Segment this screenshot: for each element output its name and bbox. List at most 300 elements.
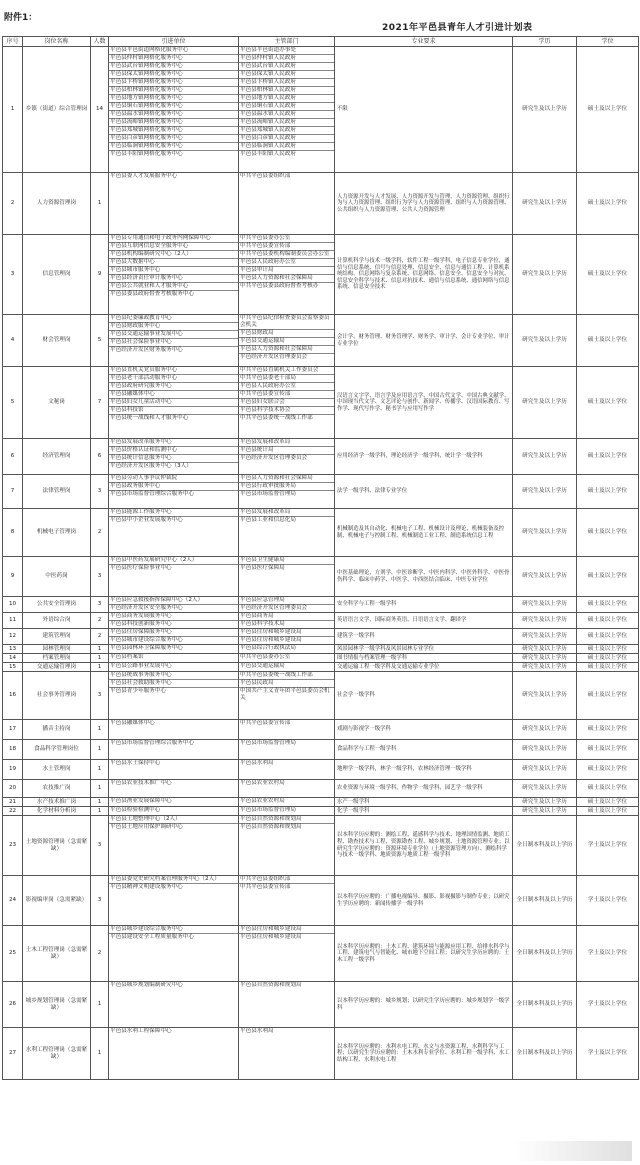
education-cell: 全日制本科及以上学历 <box>513 982 577 1028</box>
education-cell: 研究生及以上学历 <box>513 798 577 807</box>
supervising-department: 平邑县财政局 <box>239 330 334 338</box>
supervising-department: 中共平邑县委宣传部 <box>239 243 334 251</box>
department-cell <box>239 720 335 740</box>
supervising-department: 平邑县市场监督管理局 <box>240 491 296 497</box>
supervising-department: 平邑经济开发区管理委员会 <box>240 605 308 611</box>
supervising-department: 中共平邑县委办公室 <box>240 654 291 660</box>
row-number-cell: 1 <box>3 47 23 173</box>
header-cell: 人数 <box>91 37 109 47</box>
recruiting-unit-cell <box>109 816 239 876</box>
table-row <box>3 47 639 173</box>
supervising-department: 平邑县市场监督管理局 <box>240 807 296 813</box>
degree-cell: 学士及以上学位 <box>577 926 639 982</box>
row-number-cell: 23 <box>3 816 23 876</box>
recruiting-unit: 平邑县临涧镇网格化服务中心 <box>109 143 238 151</box>
major-requirement-cell: 人力资源开发与人才发展、人力资源开发与管理、人力资源管理、组织行为与人力资源管理、组织行为学与人力资源管理、组织与人力资源管理、公共组织与人力资源管理、公共人力资源管理 <box>335 173 513 235</box>
education-cell: 研究生及以上学历 <box>513 439 577 475</box>
recruiting-unit: 平邑县渔业发展保障中心 <box>110 798 172 804</box>
major-requirement-cell: 以本科学历应聘的：土木工程、建筑环境与能源应用工程、给排水科学与工程、建筑电气与智能化、城市地下空间工程；以研究生学历应聘的：土木工程一级学科 <box>335 926 513 982</box>
degree-cell: 硕士及以上学位 <box>577 173 639 235</box>
department-cell <box>239 780 335 798</box>
education-cell: 研究生及以上学历 <box>513 645 577 654</box>
supervising-department: 平邑县科学技术协会 <box>239 407 334 415</box>
recruiting-unit: 平邑县地方镇网格化服务中心 <box>109 95 238 103</box>
position-name-cell: 水产技术推广岗 <box>23 798 91 807</box>
row-number-cell: 13 <box>3 645 23 654</box>
recruiting-unit: 平邑经济开发区财务服务中心 <box>110 347 183 353</box>
supervising-department: 平邑县综合行政执法局 <box>240 645 296 651</box>
headcount-cell: 3 <box>91 876 109 926</box>
supervising-department: 中国共产主义青年团平邑县委员会机关 <box>240 688 330 701</box>
row-number-cell: 11 <box>3 613 23 629</box>
document-header <box>2 6 638 36</box>
recruiting-unit: 平邑县融媒体中心 <box>109 391 238 399</box>
headcount-cell: 1 <box>91 798 109 807</box>
recruiting-unit: 平邑县白彦镇网格化服务中心 <box>109 135 238 143</box>
recruiting-unit: 平邑县流峪镇网格化服务中心 <box>109 119 238 127</box>
recruiting-unit-cell <box>109 807 239 816</box>
table-row <box>3 926 639 982</box>
department-cell <box>239 613 335 629</box>
recruiting-unit: 平邑县中小企业发展服务中心 <box>110 517 183 523</box>
recruiting-unit: 平邑县平邑街道网格化服务中心 <box>109 47 238 55</box>
row-number-cell: 8 <box>3 509 23 557</box>
degree-cell: 硕士及以上学位 <box>577 47 639 173</box>
header-cell: 学历 <box>513 37 577 47</box>
education-cell: 研究生及以上学历 <box>513 475 577 509</box>
recruiting-unit: 平邑县妇女儿童活动中心 <box>109 399 238 407</box>
supervising-department: 平邑县住房和城乡建设局 <box>240 637 302 643</box>
position-name-cell: 公共安全管理岗 <box>23 597 91 613</box>
recruiting-unit: 平邑县建设安全工程质量服务中心 <box>110 934 194 940</box>
supervising-department: 平邑经济开发区管理委员会 <box>240 354 308 360</box>
degree-cell: 硕士及以上学位 <box>577 235 639 315</box>
recruiting-unit: 平邑县城乡规划编制研究中心 <box>110 982 183 988</box>
supervising-department: 中共平邑县委宣传部 <box>240 720 291 726</box>
recruiting-unit: 平邑县中医药发展研究中心（2人） <box>109 557 238 565</box>
headcount-cell: 1 <box>91 645 109 654</box>
degree-cell: 硕士及以上学位 <box>577 760 639 780</box>
recruiting-unit: 平邑县农业技术推广中心 <box>110 780 172 786</box>
recruiting-unit-cell <box>109 475 239 509</box>
recruiting-unit: 平邑县价格认证和监测中心 <box>109 447 238 455</box>
recruiting-unit: 平邑县水利工程保障中心 <box>110 1028 172 1034</box>
supervising-department: 平邑县平邑街道办事处 <box>239 47 334 55</box>
recruiting-unit: 平邑县政府研究服务中心 <box>109 383 238 391</box>
row-number-cell: 9 <box>3 557 23 597</box>
major-requirement-cell: 化学一级学科 <box>335 807 513 816</box>
table-row <box>3 1028 639 1080</box>
degree-cell: 学士及以上学位 <box>577 816 639 876</box>
department-cell <box>239 654 335 663</box>
department-cell <box>239 816 335 876</box>
recruiting-unit: 平邑县科技馆 <box>109 407 238 415</box>
degree-cell: 硕士及以上学位 <box>577 557 639 597</box>
recruiting-unit: 平邑县交通运输事业发展中心 <box>109 331 238 339</box>
department-cell <box>239 760 335 780</box>
degree-cell: 硕士及以上学位 <box>577 629 639 645</box>
position-name-cell: 建筑管理岗 <box>23 629 91 645</box>
recruiting-unit: 平邑经济开发区服务中心（3人） <box>110 463 192 469</box>
supervising-department: 平邑县人力资源和社会保障局 <box>239 475 334 483</box>
table-row <box>3 663 639 672</box>
education-cell: 研究生及以上学历 <box>513 509 577 557</box>
headcount-cell: 2 <box>91 613 109 629</box>
department-cell <box>239 509 335 557</box>
recruiting-unit-cell <box>109 740 239 760</box>
row-number-cell: 15 <box>3 663 23 672</box>
supervising-department: 平邑县科学技术局 <box>240 621 285 627</box>
row-number-cell: 17 <box>3 720 23 740</box>
major-requirement-cell: 社会学一级学科 <box>335 672 513 720</box>
degree-cell: 硕士及以上学位 <box>577 315 639 367</box>
department-cell <box>239 173 335 235</box>
position-name-cell: 土地资源管理岗（急需紧缺） <box>23 816 91 876</box>
table-row <box>3 315 639 367</box>
row-number-cell: 18 <box>3 740 23 760</box>
supervising-department: 平邑县水利局 <box>240 760 274 766</box>
headcount-cell: 1 <box>91 1028 109 1080</box>
supervising-department: 平邑经济开发区管理委员会 <box>240 455 308 461</box>
education-cell: 全日制本科及以上学历 <box>513 1028 577 1080</box>
headcount-cell: 3 <box>91 475 109 509</box>
supervising-department: 平邑县人力资源和社会保障局 <box>239 346 334 354</box>
recruiting-unit: 平邑县委人才发展服务中心 <box>110 173 178 179</box>
position-name-cell: 影视编审岗（急需紧缺） <box>23 876 91 926</box>
headcount-cell: 3 <box>91 816 109 876</box>
recruiting-unit: 平邑县公共就业和人才服务中心 <box>109 283 238 291</box>
recruiting-unit: 平邑县经济责任审计服务中心 <box>109 275 238 283</box>
supervising-department: 平邑县人民政府办公室 <box>239 259 334 267</box>
supervising-department: 平邑县工业和信息化局 <box>240 517 296 523</box>
table-row <box>3 173 639 235</box>
recruiting-unit: 平邑县公路事业发展中心 <box>110 663 172 669</box>
headcount-cell: 2 <box>91 926 109 982</box>
position-name-cell: 外语综合岗 <box>23 613 91 629</box>
supervising-department: 中共平邑县委县政府督查考核办 <box>240 283 319 289</box>
supervising-department: 平邑县温水镇人民政府 <box>239 111 334 119</box>
table-row <box>3 597 639 613</box>
major-requirement-cell: 以本科学历应聘的：水利水电工程、水文与水资源工程、水利科学与工程；以研究生学历应聘的：土木水利专业学位、水利工程一级学科、水工结构工程、水利水电工程 <box>335 1028 513 1080</box>
department-cell <box>239 740 335 760</box>
supervising-department: 平邑县人力资源和社会保障局 <box>239 275 334 283</box>
degree-cell: 学士及以上学位 <box>577 982 639 1028</box>
education-cell: 研究生及以上学历 <box>513 47 577 173</box>
degree-cell: 硕士及以上学位 <box>577 509 639 557</box>
major-requirement-cell: 法学一级学科、法律专业学位 <box>335 475 513 509</box>
recruiting-unit: 平邑县卞桥镇网格化服务中心 <box>109 79 238 87</box>
row-number-cell: 2 <box>3 173 23 235</box>
header-cell: 学位 <box>577 37 639 47</box>
education-cell: 研究生及以上学历 <box>513 672 577 720</box>
table-row <box>3 672 639 720</box>
recruiting-unit-cell <box>109 760 239 780</box>
department-cell <box>239 629 335 645</box>
recruiting-unit: 平邑县精神文明建设服务中心 <box>110 884 183 890</box>
recruiting-unit-cell <box>109 315 239 367</box>
recruiting-unit: 平邑县档案馆 <box>110 654 144 660</box>
recruiting-unit-cell <box>109 235 239 315</box>
major-requirement-cell: 地理学一级学科，林学一级学科，农林经济管理一级学科 <box>335 760 513 780</box>
supervising-department: 平邑县交通运输局 <box>240 663 285 669</box>
department-cell <box>239 367 335 439</box>
degree-cell: 学士及以上学位 <box>577 876 639 926</box>
table-row <box>3 654 639 663</box>
recruiting-unit: 平邑县直机关党员服务中心 <box>109 367 238 375</box>
recruiting-unit: 平邑县老干部活动服务中心 <box>109 375 238 383</box>
supervising-department: 平邑县自然资源和规划局 <box>240 824 302 830</box>
department-cell <box>239 982 335 1028</box>
row-number-cell: 4 <box>3 315 23 367</box>
recruiting-unit-cell <box>109 173 239 235</box>
supervising-department: 平邑县交通运输局 <box>239 338 334 346</box>
recruiting-unit: 平邑县劳动人事争议仲裁院 <box>109 475 238 483</box>
degree-cell: 硕士及以上学位 <box>577 613 639 629</box>
recruiting-unit: 平邑县仲村镇网格化服务中心 <box>109 55 238 63</box>
department-cell <box>239 1028 335 1080</box>
document-title: 2021年平邑县青年人才引进计划表 <box>382 23 533 33</box>
degree-cell: 硕士及以上学位 <box>577 439 639 475</box>
recruiting-unit: 平邑县统一战线和人才服务中心 <box>110 415 189 421</box>
recruiting-unit: 平邑县医疗保险事业中心 <box>110 565 172 571</box>
headcount-cell: 3 <box>91 672 109 720</box>
recruiting-unit: 平邑县商务发展服务中心 <box>109 613 238 621</box>
supervising-department: 中共平邑县委统一战线工作部 <box>240 415 313 421</box>
supervising-department: 中共平邑县纪律检查委员会监察委员会机关 <box>239 315 334 330</box>
recruiting-unit: 平邑县互联网信息安全服务中心 <box>109 243 238 251</box>
recruiting-unit: 平邑县郑城镇网格化服务中心 <box>109 127 238 135</box>
recruiting-unit-cell <box>109 509 239 557</box>
education-cell: 研究生及以上学历 <box>513 597 577 613</box>
degree-cell: 硕士及以上学位 <box>577 663 639 672</box>
watermark-blur <box>512 1141 632 1161</box>
supervising-department: 平邑县发展和改革局 <box>239 439 334 447</box>
major-requirement-cell: 应用经济学一级学科，理论经济学一级学科，统计学一级学科 <box>335 439 513 475</box>
table-row <box>3 740 639 760</box>
supervising-department: 平邑县保太镇人民政府 <box>239 71 334 79</box>
row-number-cell: 3 <box>3 235 23 315</box>
row-number-cell: 12 <box>3 629 23 645</box>
department-cell <box>239 807 335 816</box>
major-requirement-cell: 建筑学一级学科 <box>335 629 513 645</box>
recruiting-unit: 平邑经济开发区安全服务中心 <box>110 605 183 611</box>
recruiting-unit-cell <box>109 439 239 475</box>
table-row <box>3 557 639 597</box>
position-name-cell: 农技推广岗 <box>23 780 91 798</box>
supervising-department: 平邑县郑城镇人民政府 <box>239 127 334 135</box>
recruiting-unit: 平邑县住房保障服务中心 <box>109 629 238 637</box>
supervising-department: 中共平邑县委宣传部 <box>239 391 334 399</box>
supervising-department: 中共平邑县委组织部 <box>240 173 291 179</box>
department-cell <box>239 876 335 926</box>
recruiting-unit-cell <box>109 557 239 597</box>
supervising-department: 平邑县水利局 <box>240 1028 274 1034</box>
recruiting-unit-cell <box>109 1028 239 1080</box>
header-cell: 引进单位 <box>109 37 239 47</box>
supervising-department: 平邑县行政审批服务局 <box>239 483 334 491</box>
position-name-cell: 信息管理岗 <box>23 235 91 315</box>
headcount-cell: 3 <box>91 597 109 613</box>
recruiting-unit-cell <box>109 876 239 926</box>
recruiting-unit: 平邑县检验检测中心 <box>110 807 161 813</box>
education-cell: 研究生及以上学历 <box>513 613 577 629</box>
supervising-department: 平邑县临涧镇人民政府 <box>239 143 334 151</box>
recruiting-unit: 平邑县机构编制研究中心（2人） <box>109 251 238 259</box>
degree-cell: 硕士及以上学位 <box>577 367 639 439</box>
position-name-cell: 播音主持岗 <box>23 720 91 740</box>
degree-cell: 硕士及以上学位 <box>577 672 639 720</box>
supervising-department: 平邑县发展和改革局 <box>239 509 334 517</box>
supervising-department: 中共平邑县委办公室 <box>239 235 334 243</box>
recruiting-unit: 平邑县委县政府督查考核服务中心 <box>110 291 194 297</box>
headcount-cell: 3 <box>91 557 109 597</box>
supervising-department: 平邑县仲村镇人民政府 <box>239 55 334 63</box>
department-cell <box>239 439 335 475</box>
recruiting-unit: 平邑县丰阳镇网格化服务中心 <box>110 151 183 157</box>
headcount-cell: 9 <box>91 235 109 315</box>
table-row <box>3 816 639 876</box>
supervising-department: 平邑县武台镇人民政府 <box>239 63 334 71</box>
table-row <box>3 876 639 926</box>
headcount-cell: 2 <box>91 629 109 645</box>
department-cell <box>239 475 335 509</box>
recruiting-unit: 平邑县城乡建设综合服务中心 <box>109 926 238 934</box>
recruiting-unit: 平邑县科技创新服务中心 <box>110 621 172 627</box>
supervising-department: 平邑县白彦镇人民政府 <box>239 135 334 143</box>
recruiting-unit: 平邑县市场监督管理综合服务中心 <box>110 491 194 497</box>
recruiting-unit-cell <box>109 798 239 807</box>
supervising-department: 平邑县统计局 <box>239 447 334 455</box>
major-requirement-cell: 交通运输工程一级学科及交通运输专业学位 <box>335 663 513 672</box>
supervising-department: 平邑县自然资源和规划局 <box>240 982 302 988</box>
major-requirement-cell: 农业资源与环境一级学科，作物学一级学科，园艺学一级学科 <box>335 780 513 798</box>
recruiting-unit: 平邑县发展改革服务中心 <box>109 439 238 447</box>
headcount-cell: 1 <box>91 654 109 663</box>
headcount-cell: 7 <box>91 367 109 439</box>
recruiting-unit-cell <box>109 629 239 645</box>
recruiting-unit: 平邑县财政服务中心 <box>109 323 238 331</box>
supervising-department: 中共平邑县委机构编制委员会办公室 <box>239 251 334 259</box>
supervising-department: 中共平邑县委统一战线工作部 <box>239 672 334 680</box>
degree-cell: 学士及以上学位 <box>577 1028 639 1080</box>
recruiting-unit: 平邑县统计信息服务中心 <box>109 455 238 463</box>
degree-cell: 硕士及以上学位 <box>577 720 639 740</box>
department-cell <box>239 315 335 367</box>
recruiting-unit: 平邑县柏林镇网格化服务中心 <box>109 87 238 95</box>
major-requirement-cell: 计算机科学与技术一级学科，软件工程一级学科，电子信息专业学位，通信与信息系统、信号与信息处理、信息安全、信息与通信工程、计算机系统结构、信息网络与复杂系统、信息网络、信息安全、信息安全与对抗、信息安全科学与技术、信息对抗技术、通信与信息系统、通信网络与信息系统、信息安全技术 <box>335 235 513 315</box>
major-requirement-cell: 食品科学与工程一级学科 <box>335 740 513 760</box>
supervising-department: 平邑县农业农村局 <box>240 780 285 786</box>
department-cell <box>239 597 335 613</box>
header-cell: 主管部门 <box>239 37 335 47</box>
supervising-department: 平邑县妇女联合会 <box>239 399 334 407</box>
supervising-department: 平邑县审计局 <box>239 267 334 275</box>
supervising-department: 中共平邑县委宣传部 <box>240 884 291 890</box>
row-number-cell: 21 <box>3 798 23 807</box>
table-row <box>3 367 639 439</box>
education-cell: 全日制本科及以上学历 <box>513 816 577 876</box>
row-number-cell: 22 <box>3 807 23 816</box>
row-number-cell: 5 <box>3 367 23 439</box>
major-requirement-cell: 会计学、财务管理、财务管理学、财务学、审计学、会计专业学位、审计专业学位 <box>335 315 513 367</box>
headcount-cell: 5 <box>91 315 109 367</box>
supervising-department: 平邑县医疗保障局 <box>240 565 285 571</box>
position-name-cell: 化学材料分析岗 <box>23 807 91 816</box>
position-name-cell: 文秘岗 <box>23 367 91 439</box>
major-requirement-cell: 风景园林学一级学科及风景园林专业学位 <box>335 645 513 654</box>
row-number-cell: 10 <box>3 597 23 613</box>
table-row <box>3 645 639 654</box>
supervising-department: 平邑县住房和城乡建设局 <box>239 926 334 934</box>
recruiting-unit: 平邑县水土保持中心 <box>110 760 161 766</box>
row-number-cell: 24 <box>3 876 23 926</box>
major-requirement-cell: 汉语言文字学、语言学及应用语言学、中国古代文学、中国古典文献学、中国现当代文学、文艺评论与创作、新闻学、传播学、汉语国际教育、写作学、现代写作学、秘书学与应用写作学 <box>335 367 513 439</box>
degree-cell: 硕士及以上学位 <box>577 654 639 663</box>
education-cell: 研究生及以上学历 <box>513 740 577 760</box>
position-name-cell: 城乡规划管理岗（急需紧缺） <box>23 982 91 1028</box>
table-row <box>3 720 639 740</box>
major-requirement-cell: 安全科学与工程一级学科 <box>335 597 513 613</box>
degree-cell: 硕士及以上学位 <box>577 597 639 613</box>
recruiting-unit: 平邑县城市建设综合服务中心 <box>110 637 183 643</box>
position-name-cell: 水土管理岗 <box>23 760 91 780</box>
major-requirement-cell: 中医基础理论、方剂学、中医诊断学、中医内科学、中医外科学、中医骨伤科学、临床中药学、中医学、中西医结合临床、中医专业学位 <box>335 557 513 597</box>
position-name-cell: 乡镇（街道）综合管理岗 <box>23 47 91 173</box>
education-cell: 研究生及以上学历 <box>513 720 577 740</box>
supervising-department: 平邑县铜石镇人民政府 <box>239 103 334 111</box>
recruiting-unit-cell <box>109 663 239 672</box>
degree-cell: 硕士及以上学位 <box>577 798 639 807</box>
education-cell: 研究生及以上学历 <box>513 629 577 645</box>
degree-cell: 硕士及以上学位 <box>577 780 639 798</box>
education-cell: 研究生及以上学历 <box>513 367 577 439</box>
headcount-cell: 1 <box>91 663 109 672</box>
supervising-department: 平邑县商务局 <box>239 613 334 621</box>
attachment-label: 附件1： <box>4 13 38 23</box>
supervising-department: 平邑县卫生健康局 <box>239 557 334 565</box>
education-cell: 研究生及以上学历 <box>513 173 577 235</box>
recruiting-unit: 平邑县大数据中心 <box>109 259 238 267</box>
department-cell <box>239 645 335 654</box>
position-name-cell: 交通运输管理岗 <box>23 663 91 672</box>
headcount-cell: 1 <box>91 807 109 816</box>
recruiting-unit-cell <box>109 672 239 720</box>
recruiting-unit: 平邑县应急救援指挥保障中心（2人） <box>109 597 238 605</box>
position-name-cell: 社会事务管理岗 <box>23 672 91 720</box>
table-row <box>3 982 639 1028</box>
recruiting-unit-cell <box>109 720 239 740</box>
recruiting-unit: 平邑县社会保险事业中心 <box>109 339 238 347</box>
supervising-department: 平邑县自然资源和规划局 <box>239 816 334 824</box>
headcount-cell: 1 <box>91 720 109 740</box>
headcount-cell: 1 <box>91 780 109 798</box>
headcount-cell: 14 <box>91 47 109 173</box>
recruiting-unit: 平邑县统战事务服务中心 <box>109 672 238 680</box>
recruiting-unit-cell <box>109 645 239 654</box>
supervising-department: 平邑县住房和城乡建设局 <box>239 629 334 637</box>
recruiting-unit: 平邑县融媒体中心 <box>110 720 155 726</box>
supervising-department: 平邑县民政局 <box>239 680 334 688</box>
recruiting-unit: 平邑县武台镇网格化服务中心 <box>109 63 238 71</box>
education-cell: 研究生及以上学历 <box>513 663 577 672</box>
education-cell: 研究生及以上学历 <box>513 315 577 367</box>
supervising-department: 中共平邑县直属机关工作委员会 <box>239 367 334 375</box>
major-requirement-cell: 不限 <box>335 47 513 173</box>
recruiting-unit: 平邑县园林环卫保障服务中心 <box>110 645 183 651</box>
major-requirement-cell: 以本科学历应聘的：城乡规划；以研究生学历应聘的：城乡规划学一级学科 <box>335 982 513 1028</box>
recruiting-unit: 平邑县城市服务中心 <box>109 267 238 275</box>
table-row <box>3 798 639 807</box>
